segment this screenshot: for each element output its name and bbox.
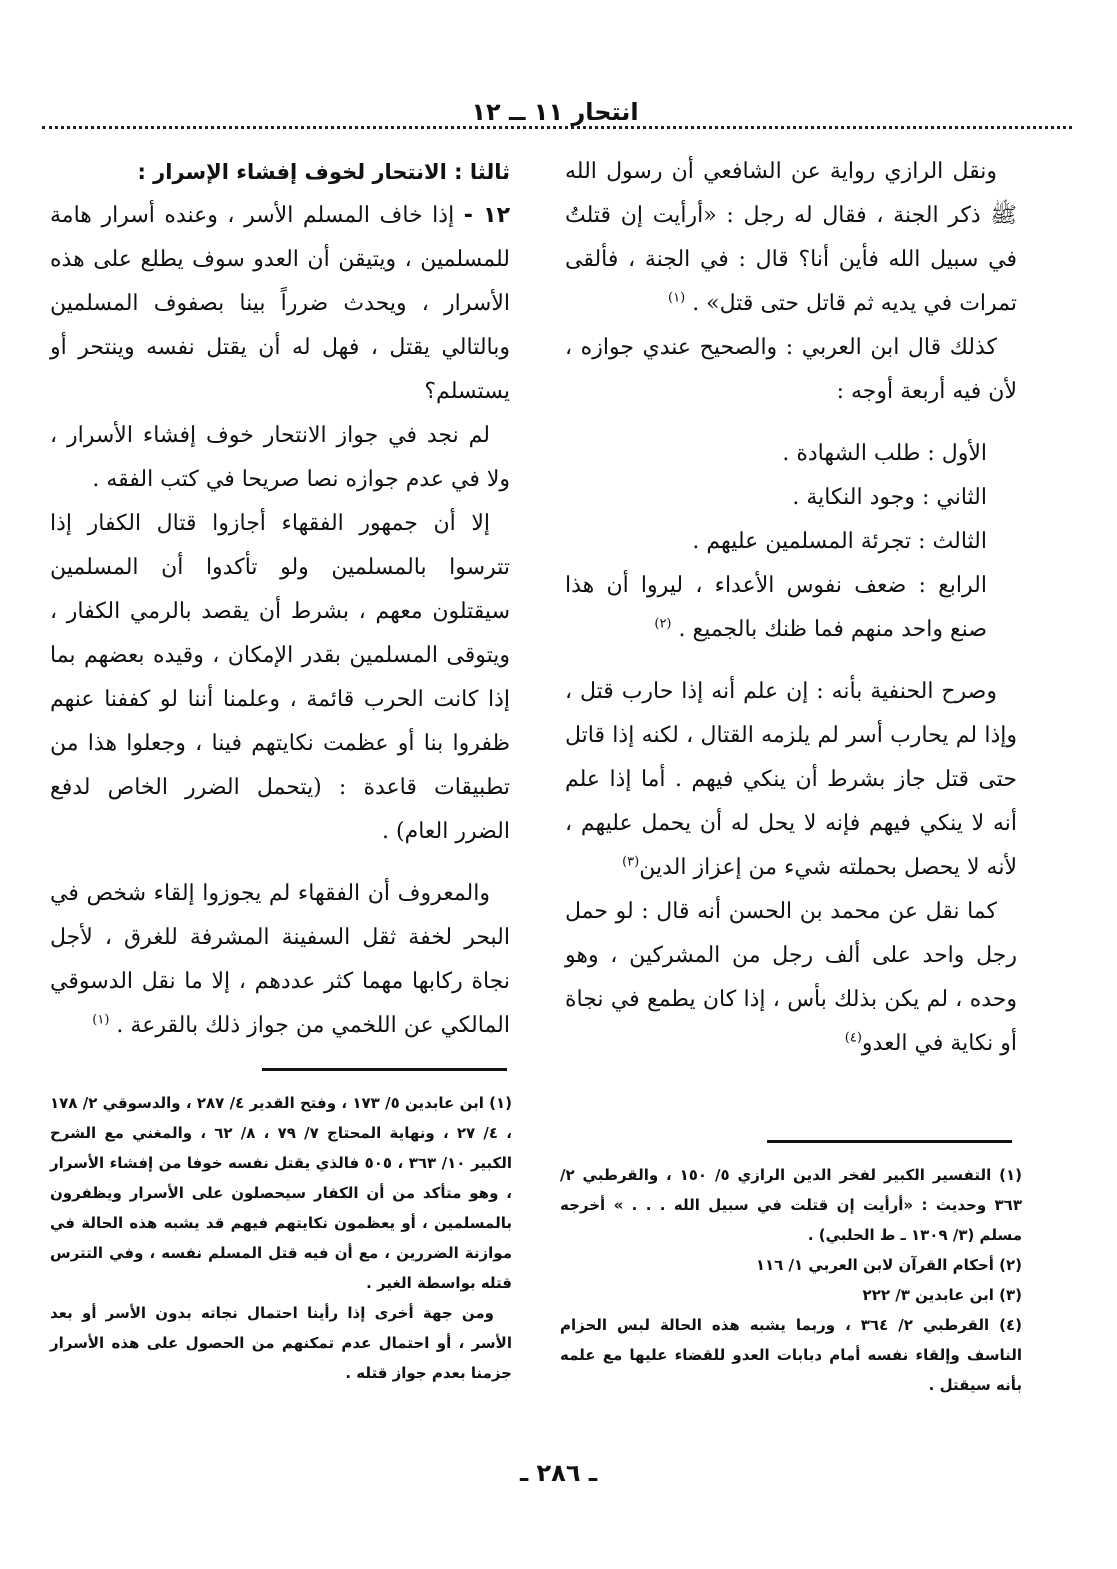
right-paragraph-1-text: ونقل الرازي رواية عن الشافعي أن رسول الله ﷺ ذكر الجنة ، فقال له رجل : «أرأيت إن قتلتُ في سبيل الله فأين أنا؟ قال : في الجنة ، فألقى تمرات في يديه ثم قاتل حتى قتل» . (565, 159, 1017, 316)
left-paragraph-4-text: والمعروف أن الفقهاء لم يجوزوا إلقاء شخص في البحر لخفة ثقل السفينة المشرفة للغرق ، لأجل نجاة ركابها مهما كثر عددهم ، إلا ما نقل الدسوقي المالكي عن اللخمي من جواز ذلك بالقرعة . (50, 881, 510, 1038)
footnote-item: (٣) ابن عابدين ٣/ ٢٢٢ (862, 1286, 1022, 1304)
spacer (565, 414, 1017, 432)
footnotes-left (50, 1088, 512, 1388)
section-heading: ثالثا : الانتحار لخوف إفشاء الإسرار : (137, 160, 510, 184)
footnote-rule-left (262, 1068, 507, 1071)
spacer (50, 854, 510, 872)
left-paragraph-2: لم نجد في جواز الانتحار خوف إفشاء الأسرار ، ولا في عدم جوازه نصا صريحا في كتب الفقه . (50, 423, 510, 492)
footnote-ref: (٢) (654, 616, 672, 632)
footnote-ref: (٤) (844, 1030, 862, 1046)
footnotes-right (560, 1160, 1022, 1400)
footnote-item: (٢) أحكام القرآن لابن العربي ١/ ١١٦ (755, 1256, 1022, 1274)
footnote-rule-right (767, 1140, 1012, 1143)
right-column (565, 150, 1017, 1066)
footnote-item: (٤) القرطبي ٢/ ٣٦٤ ، وربما يشبه هذه الحالة لبس الحزام الناسف وإلقاء نفسه أمام دبابات العدو للقضاء عليها مع علمه بأنه سيقتل . (560, 1316, 1022, 1394)
header-title: انتحار ١١ ــ ١٢ (471, 98, 639, 126)
spacer (565, 652, 1017, 670)
right-paragraph-1 (565, 150, 1017, 326)
footnote-item: (١) ابن عابدين ٥/ ١٧٣ ، وفتح القدير ٤/ ٢٨٧ ، والدسوقي ٢/ ١٧٨ ، ٤/ ٢٧ ، ونهاية المحتاج ٧/ ٧٩ ، ٨/ ٦٢ ، والمغني مع الشرح الكبير ١٠/ ٣٦٣ ، ٥٠٥ فالذي يقتل نفسه خوفا من إفشاء الأسرار ، وهو متأكد من أن الكفار سيحصلون على الأسرار ويظفرون بالمسلمين ، أو يعظمون نكايتهم فيهم قد يشبه هذه الحالة في موازنة الضررين ، مع أن فيه قتل المسلم نفسه ، وفي التترس قتله بواسطة الغير . (50, 1094, 513, 1292)
footnote-item: (١) التفسير الكبير لفخر الدين الرازي ٥/ ١٥٠ ، والقرطبي ٢/ ٣٦٣ وحديث : «أرأيت إن قتلت في سبيل الله . . . » أخرجه مسلم (٣/ ١٣٠٩ ـ ط الحلبي) . (560, 1166, 1022, 1244)
list-item: الأول : طلب الشهادة . (782, 441, 987, 466)
list-item: الثاني : وجود النكاية . (792, 485, 987, 510)
right-paragraph-4 (565, 890, 1017, 1066)
right-paragraph-2: كذلك قال ابن العربي : والصحيح عندي جوازه ، لأن فيه أربعة أوجه : (565, 335, 1017, 404)
right-paragraph-3-text: وصرح الحنفية بأنه : إن علم أنه إذا حارب قتل ، وإذا لم يحارب أسر لم يلزمه القتال ، لكنه إذا قاتل حتى قتل جاز بشرط أن ينكي فيهم . أما إذا علم أنه لا ينكي فيهم فإنه لا يحل له أن يحمل عليهم ، لأنه لا يحصل بحملته شيء من إعزاز الدين (565, 679, 1017, 880)
left-paragraph-1-text: إذا خاف المسلم الأسر ، وعنده أسرار هامة للمسلمين ، ويتيقن أن العدو سوف يطلع على هذه الأسرار ، ويحدث ضرراً بينا بصفوف المسلمين وبالتالي يقتل ، فهل له أن يقتل نفسه وينتحر أو يستسلم؟ (50, 203, 510, 404)
left-paragraph-3: إلا أن جمهور الفقهاء أجازوا قتال الكفار إذا تترسوا بالمسلمين ولو تأكدوا أن المسلمين سيقتلون معهم ، بشرط أن يقصد بالرمي الكفار ، ويتوقى المسلمين بقدر الإمكان ، وقيده بعضهم بما إذا كانت الحرب قائمة ، وعلمنا أننا لو كففنا عنهم ظفروا بنا أو عظمت نكايتهم فينا ، وجعلوا هذا من تطبيقات قاعدة : (يتحمل الضرر الخاص لدفع الضرر العام) . (50, 511, 510, 844)
footnote-ref: (٣) (622, 854, 640, 870)
left-paragraph-4 (50, 872, 510, 1048)
right-paragraph-4-text: كما نقل عن محمد بن الحسن أنه قال : لو حمل رجل واحد على ألف رجل من المشركين ، وهو وحده ، لم يكن بذلك بأس ، إذا كان يطمع في نجاة أو نكاية في العدو (565, 899, 1017, 1056)
footnote-continuation: ومن جهة أخرى إذا رأينا احتمال نجاته بدون الأسر أو بعد الأسر ، أو احتمال عدم تمكنهم من الحصول على هذه الأسرار جزمنا بعدم جواز قتله . (50, 1304, 512, 1382)
right-paragraph-3 (565, 670, 1017, 890)
left-column (50, 150, 510, 1048)
list-item-4-text: الرابع : ضعف نفوس الأعداء ، ليروا أن هذا صنع واحد منهم فما ظنك بالجميع . (565, 573, 987, 642)
header-dotted-rule (42, 126, 1072, 129)
footnote-ref: (١) (668, 290, 686, 306)
footnote-ref: (١) (92, 1012, 110, 1028)
page-number: ـ ٢٨٦ ـ (519, 1459, 598, 1487)
list-item: الثالث : تجرئة المسلمين عليهم . (692, 529, 987, 554)
paragraph-number: ١٢ - (463, 203, 510, 228)
left-paragraph-1 (50, 194, 510, 414)
list-item-4 (565, 564, 1017, 652)
